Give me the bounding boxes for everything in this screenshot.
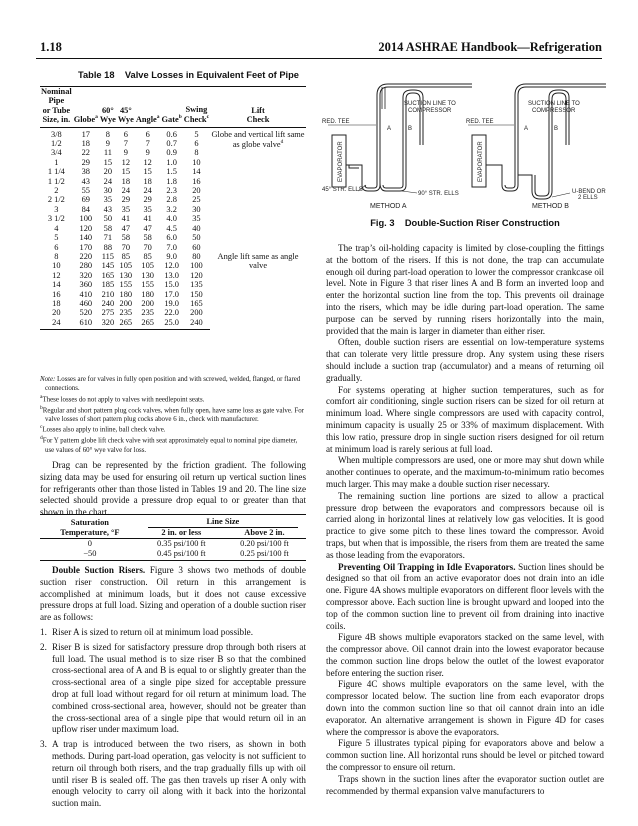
table-cell: 30 — [192, 204, 201, 214]
paragraph-text: Figure 3 shows two methods of double suction riser construction. Oil return in this arrangement is accomplished at minimum loads, but it does not cause excessive pressure drops at full load. Sizing and operation of a double suction riser are as follows: — [40, 565, 306, 623]
table-cell: 105 — [141, 261, 154, 271]
table-cell: 35 — [143, 204, 152, 214]
table-row — [40, 127, 306, 139]
table-row — [40, 549, 306, 561]
header-text: Gate — [161, 115, 179, 125]
table-cell: 460 — [79, 298, 93, 308]
saturation-table — [40, 514, 306, 561]
table-cell: 14 — [192, 167, 201, 177]
label-riser-a: A — [524, 126, 529, 132]
label-suction-line: SUCTION LINE TO — [404, 101, 456, 107]
table-cell: 120 — [190, 270, 203, 280]
cell: 0 — [87, 539, 92, 549]
list-number: 1. — [40, 626, 47, 637]
table-cell: 180 — [119, 289, 133, 299]
note-b — [40, 405, 306, 425]
paragraph: Traps shown in the suction lines after the evaporator suction outlet are recommended by thermal expansion valve manufacturers to — [326, 773, 604, 796]
table-cell: 360 — [79, 280, 93, 290]
lift-check-note-angle — [210, 252, 306, 330]
table-cell: 43 — [103, 204, 113, 214]
paragraph: For systems operating at higher suction temperatures, such as for comfort air conditioning, single suction risers can be sized for oil return at minimum load. Where single compressors are used with capacity control, minimum capacity is usually 25 or 33% of maximum displacement. With this low ratio, pressure drop in single suction risers designed for oil return at minimum load is rarely serious at full load. — [326, 384, 604, 454]
table-cell: 20 — [192, 186, 201, 196]
table-cell: 85 — [121, 251, 131, 261]
riser-steps-list — [40, 627, 306, 810]
table-cell: 220 — [79, 251, 93, 261]
table-cell: 71 — [103, 233, 113, 243]
header-text: Angle — [135, 115, 157, 125]
table-cell: 1 — [54, 157, 59, 167]
table-cell: 14 — [52, 280, 61, 290]
label-compressor: COMPRESSOR — [532, 108, 576, 114]
table-cell: 320 — [79, 270, 93, 280]
table-cell: 105 — [119, 261, 133, 271]
table-cell: 47 — [143, 223, 152, 233]
label-riser-a: A — [387, 126, 392, 132]
table-cell: 29 — [121, 195, 131, 205]
table-cell: 12.0 — [164, 261, 179, 271]
header-text: Size, in. — [42, 115, 71, 125]
cell: 0.45 psi/100 ft — [140, 549, 223, 561]
table-cell: 15 — [143, 167, 152, 177]
leader-90-ells — [402, 191, 417, 193]
table-cell: 265 — [135, 318, 161, 330]
table-cell: 265 — [117, 318, 135, 330]
table-cell: 15 — [103, 157, 113, 167]
table-cell: 1/2 — [51, 139, 62, 149]
table-cell: 4.5 — [166, 223, 177, 233]
header-text: 60° — [101, 105, 114, 115]
label-2-ells: 2 ELLS — [578, 195, 598, 201]
table-cell: 185 — [101, 280, 115, 290]
table-row — [40, 539, 306, 550]
table-cell: 520 — [79, 308, 93, 318]
table-cell: 11 — [103, 148, 112, 158]
section-heading: Double Suction Risers. — [52, 565, 146, 575]
table-cell: 2 — [54, 186, 59, 196]
col-globe — [73, 87, 99, 128]
table-cell: 84 — [81, 204, 90, 214]
table-cell: 40 — [192, 223, 201, 233]
table-cell: 24 — [143, 186, 152, 196]
section-heading: Preventing Oil Trapping in Idle Evaporators. — [338, 561, 516, 572]
table-cell: 6.0 — [166, 233, 177, 243]
table-cell: 210 — [101, 289, 115, 299]
cell: 0.35 psi/100 ft — [157, 539, 206, 549]
table-cell: 15.0 — [164, 280, 179, 290]
figure-3-caption: Fig. 3 Double-Suction Riser Construction — [370, 218, 560, 228]
table-cell: 200 — [119, 298, 133, 308]
paragraph: Often, double suction risers are essential on low-temperature systems that can tolerate very little pressure drop. Any system using these risers should include a suction trap (accumulator) and a means of returning oil gradually. — [326, 337, 604, 383]
note-text: Angle lift same as angle valve — [217, 251, 299, 271]
table-cell: 135 — [190, 280, 203, 290]
table-cell: 320 — [99, 318, 117, 330]
col-gate — [161, 87, 183, 128]
header-text: or Tube — [42, 105, 71, 115]
table-cell: 8 — [194, 148, 199, 158]
table-cell: 29 — [81, 157, 90, 167]
label-red-tee: RED. TEE — [466, 119, 494, 125]
table-cell: 80 — [192, 251, 201, 261]
table-cell: 88 — [103, 242, 113, 252]
list-number: 2. — [40, 641, 47, 652]
table-cell: 5 — [54, 233, 59, 243]
note-text: Losses also apply to inline, ball check valve. — [42, 426, 166, 434]
table-cell: 200 — [141, 298, 154, 308]
col-saturation: Saturation — [40, 515, 140, 529]
label-90-ells: 90° STR. ELLS — [418, 191, 459, 197]
note-a — [40, 394, 306, 405]
note-text: Globe and vertical lift same as globe valve — [211, 129, 305, 149]
table-cell: 410 — [79, 289, 93, 299]
list-item — [40, 627, 306, 639]
table-cell: 18 — [81, 139, 90, 149]
double-suction-risers-section — [40, 565, 306, 813]
table-cell: 9 — [123, 148, 128, 158]
footnote-mark: a — [40, 393, 43, 400]
table-cell: 2 1/2 — [47, 195, 65, 205]
paragraph: Figure 5 illustrates typical piping for evaporators above and below a common suction line. All horizontal runs should be level or pitched toward the compressor to ensure oil return. — [326, 738, 604, 773]
table-cell: 6 — [145, 129, 150, 139]
table-cell: 5 — [194, 129, 199, 139]
col-angle — [135, 87, 161, 128]
table-cell: 7 — [145, 139, 150, 149]
table-cell: 58 — [121, 233, 131, 243]
table-cell: 17.0 — [164, 289, 179, 299]
list-item — [40, 642, 306, 736]
note-text: For Y pattern globe lift check valve with seat approximately equal to nominal pipe diameter, use values of 60° wye valve for loss. — [42, 437, 298, 454]
table-cell: 240 — [101, 298, 115, 308]
footnote-mark: b — [178, 114, 182, 121]
col-above-2in: Above 2 in. — [223, 528, 306, 539]
table-cell: 13.0 — [164, 270, 179, 280]
note-text: Regular and short pattern plug cock valves, when fully open, have same loss as gate valve. For valve losses of short pattern plug cocks above 6 in., check with manufacturer. — [42, 406, 304, 423]
table-cell: 3 1/2 — [47, 214, 65, 224]
paragraph: Drag can be represented by the friction gradient. The following sizing data may be used for ensuring oil return up vertical suction lines for refrigerants other than those listed in Tables 19 and 20. The line size selected should provide a pressure drop equal to or greater than that shown in the chart. — [40, 460, 306, 518]
label-suction-line: SUCTION LINE TO — [528, 101, 580, 107]
paragraph-text: Suction lines should be designed so that oil from an active evaporator does not drain into an idle one. Figure 4A shows multiple evaporators on different floor levels with the compressor above. Each suction line is brought upward and looped into the top of the common suction line to prevent oil from draining into inactive coils. — [326, 561, 604, 631]
table-cell: 43 — [81, 176, 90, 186]
table-cell: 3/4 — [51, 148, 62, 158]
label-45-ells: 45° STR. ELLS — [322, 187, 363, 193]
header-text: Check — [246, 115, 270, 125]
label-u-bend: U-BEND OR — [572, 189, 606, 195]
note-d — [40, 435, 306, 455]
paragraph: The remaining suction line portions are sized to allow a practical pressure drop between the evaporators and compressors because oil is carried along in horizontal lines at relatively low gas velocities. It is good practice to give some pitch to these lines toward the compressor. Avoid traps, but when that is impossible, the risers from them are treated the same as those leading from the evaporators. — [326, 490, 604, 560]
table-cell: 25 — [192, 195, 201, 205]
table-cell: 22 — [81, 148, 90, 158]
list-number: 3. — [40, 739, 47, 750]
footnote-mark: a — [156, 114, 160, 121]
riser-a-upper — [382, 87, 385, 109]
table-cell: 50 — [192, 233, 201, 243]
label-method-a: METHOD A — [370, 203, 407, 210]
header-rule — [36, 58, 602, 59]
group-label: Line Size — [148, 517, 297, 528]
table-cell: 18 — [143, 176, 152, 186]
label-evaporator: EVAPORATOR — [338, 141, 344, 182]
table-cell: 140 — [79, 233, 93, 243]
table-18-caption: Table 18 Valve Losses in Equivalent Feet of Pipe — [78, 70, 299, 80]
table-cell: 18 — [52, 298, 61, 308]
col-temperature: Temperature, °F — [40, 528, 140, 539]
table-cell: 4 — [54, 223, 59, 233]
col-2in-or-less: 2 in. or less — [140, 528, 223, 539]
paragraph: Figure 4B shows multiple evaporators stacked on the same level, with the compressor above. Oil cannot drain into the lowest evaporator because the common suction line drops below the outlet of the lowest evaporator before entering the suction riser. — [326, 632, 604, 678]
table-cell: 1 1/4 — [47, 167, 65, 177]
table-cell: 280 — [79, 261, 93, 271]
table-cell: 38 — [81, 167, 90, 177]
footnote-mark: a — [95, 114, 98, 121]
table-cell: 41 — [121, 214, 131, 224]
table-cell: 8 — [105, 129, 110, 139]
table-cell: 1.0 — [166, 157, 177, 167]
header-text: Wye — [99, 115, 116, 125]
table-cell: 170 — [79, 242, 93, 252]
table-cell: 165 — [190, 298, 203, 308]
table-cell: 9 — [105, 139, 110, 149]
table-cell: 12 — [143, 157, 152, 167]
table-cell: 4.0 — [166, 214, 177, 224]
footnote-mark: d — [280, 139, 284, 146]
table-cell: 150 — [190, 289, 203, 299]
table-cell: 0.7 — [166, 139, 177, 149]
table-cell: 17 — [81, 129, 90, 139]
table-cell: 0.9 — [166, 148, 177, 158]
col-45-wye — [117, 87, 135, 128]
table-cell: 58 — [103, 223, 113, 233]
table-cell: 47 — [121, 223, 131, 233]
table-cell: 25.0 — [161, 318, 183, 330]
table-cell: 16 — [192, 176, 201, 186]
header-text: Nominal — [41, 87, 72, 96]
table-cell: 130 — [141, 270, 154, 280]
label-riser-b: B — [554, 126, 559, 132]
table-cell: 35 — [121, 204, 131, 214]
riser-a-inner — [365, 84, 472, 188]
lift-check-note-globe — [210, 127, 306, 252]
note-c — [40, 424, 306, 435]
header-text: Lift — [251, 105, 265, 115]
footnote-mark: c — [206, 114, 210, 121]
table-cell: 60 — [192, 242, 201, 252]
table-cell: 24 — [121, 186, 131, 196]
header-text: Swing — [185, 105, 208, 115]
list-text: Riser A is sized to return oil at minimum load possible. — [52, 626, 253, 637]
paragraph — [326, 562, 604, 633]
table-cell: 55 — [81, 186, 90, 196]
table-cell: 7.0 — [166, 242, 177, 252]
col-group-line-size — [140, 515, 306, 529]
table-cell: 50 — [103, 214, 113, 224]
label-riser-b: B — [408, 126, 413, 132]
table-cell: 1 1/2 — [47, 176, 65, 186]
table-cell: 12 — [52, 270, 61, 280]
table-cell: 3.2 — [166, 204, 177, 214]
header-text: Globe — [73, 115, 96, 125]
col-nominal-size — [40, 87, 73, 128]
left-intro-text — [40, 460, 306, 519]
header-text: 45° — [119, 105, 132, 115]
col-swing-check — [183, 87, 210, 128]
cell: 0.20 psi/100 ft — [240, 539, 289, 549]
table-cell: 1.8 — [166, 176, 177, 186]
table-cell: 15 — [121, 167, 131, 177]
paragraph: When multiple compressors are used, one or more may shut down while another continues to operate, and the maximum-to-minimum ratio becomes much larger. This may make a double suction riser necessary. — [326, 455, 604, 489]
table-cell: 58 — [143, 233, 152, 243]
table-cell: 7 — [123, 139, 128, 149]
right-column-text — [326, 243, 604, 797]
table-cell: 6 — [54, 242, 59, 252]
table-18-valve-losses — [40, 86, 306, 330]
table-cell: 35 — [192, 214, 201, 224]
table-cell: 6 — [123, 129, 128, 139]
table-cell: 610 — [73, 318, 99, 330]
table-cell: 9.0 — [166, 251, 177, 261]
list-text: A trap is introduced between the two risers, as shown in both methods. During part-load operation, gas velocity is not sufficient to return oil through both risers, and the trap gradually fills up with oil until riser B is sealed off. The gas then travels up riser A only with enough velocity to carry oil along with it back into the horizontal suction main. — [52, 739, 306, 809]
table-cell: 100 — [79, 214, 93, 224]
table-cell: 12 — [121, 157, 131, 167]
table-cell: 24 — [103, 176, 113, 186]
table-cell: 18 — [121, 176, 131, 186]
table-cell: 70 — [143, 242, 152, 252]
table-cell: 6 — [194, 139, 199, 149]
page-number: 1.18 — [40, 40, 62, 54]
leader-u-bend — [552, 193, 570, 197]
table-cell: 1.5 — [166, 167, 177, 177]
label-compressor: COMPRESSOR — [408, 108, 452, 114]
header-text: Check — [183, 115, 207, 125]
list-item — [40, 739, 306, 810]
table-cell: 130 — [119, 270, 133, 280]
table-cell: 155 — [119, 280, 133, 290]
running-title: 2014 ASHRAE Handbook—Refrigeration — [378, 40, 602, 54]
table-cell: 19.0 — [164, 298, 179, 308]
cell: 0.25 psi/100 ft — [223, 549, 306, 561]
table-cell: 155 — [141, 280, 154, 290]
table-cell: 3 — [54, 204, 59, 214]
header-text: Pipe — [48, 96, 65, 106]
table-cell: 16 — [52, 289, 61, 299]
table-cell: 0.6 — [166, 129, 177, 139]
table-cell: 20 — [52, 308, 61, 318]
figure-3-diagram — [322, 75, 608, 213]
label-evaporator: EVAPORATOR — [478, 141, 484, 182]
paragraph: Figure 4C shows multiple evaporators on the same level, with the compressor located below. The suction line from each evaporator drops down into the common suction line so that oil cannot drain into an idle evaporator. An alternative arrangement is shown in Figure 4D for cases where the compressor is above the evaporators. — [326, 679, 604, 737]
table-cell: 235 — [141, 308, 154, 318]
table-18-notes — [40, 376, 306, 455]
note-text: Losses are for valves in fully open position and with screwed, welded, flanged, or flared connections. — [45, 376, 301, 392]
table-cell: 10 — [192, 157, 201, 167]
table-cell: 275 — [101, 308, 115, 318]
list-text: Riser B is sized for satisfactory pressure drop through both risers at full load. The usual method is to size riser B so that the combined cross-sectional area of A and B is equal to or slightly greater than the cross-sectional area of a single pipe sized for acceptable pressure drop at full load without regard for oil return at minimum load. The combined cross-sectional area, however, should not be greater than the cross-sectional area of a single pipe that would return oil in an upflow riser under maximum load. — [52, 641, 306, 735]
paragraph: The trap’s oil-holding capacity is limited by close-coupling the fittings at the bottom of the risers. If this is not done, the trap can accumulate enough oil during part-load operation to lower the compressor crankcase oil level. Note in Figure 3 that riser lines A and B form an inverted loop and enter the horizontal suction line from the top. This prevents oil drainage into the risers, which may be idle during part-load operation. The same purpose can be served by running risers horizontally into the main, provided that the main is larger in diameter than either riser. — [326, 243, 604, 336]
table-cell: 69 — [81, 195, 90, 205]
table-cell: 41 — [143, 214, 152, 224]
note-label: Note: — [40, 376, 56, 383]
footnote-mark: c — [40, 424, 43, 431]
table-cell: 115 — [101, 251, 114, 261]
table-cell: 8 — [54, 251, 59, 261]
table-cell: 22.0 — [164, 308, 179, 318]
table-cell: 3/8 — [51, 129, 62, 139]
table-cell: 29 — [143, 195, 152, 205]
table-cell: 100 — [190, 261, 203, 271]
table-row — [40, 252, 306, 261]
table-cell: 70 — [121, 242, 131, 252]
table-cell: 180 — [141, 289, 154, 299]
table-cell: 120 — [79, 223, 93, 233]
label-red-tee: RED. TEE — [322, 119, 350, 125]
table-cell: 2.3 — [166, 186, 177, 196]
table-cell: 24 — [40, 318, 73, 330]
table-cell: 10 — [52, 261, 61, 271]
table-cell: 2.8 — [166, 195, 177, 205]
table-cell: 200 — [190, 308, 203, 318]
footnote-mark: d — [40, 435, 43, 442]
note-text: These losses do not apply to valves with needlepoint seats. — [42, 395, 205, 403]
table-cell: 9 — [145, 148, 150, 158]
col-lift-check — [210, 87, 306, 128]
table-cell: 30 — [103, 186, 113, 196]
paragraph — [40, 565, 306, 624]
header-text: Wye — [117, 115, 134, 125]
table-cell: 145 — [101, 261, 115, 271]
table-cell: 20 — [103, 167, 113, 177]
note-main — [40, 376, 306, 394]
col-60-wye — [99, 87, 117, 128]
table-cell: 240 — [183, 318, 210, 330]
table-cell: 165 — [101, 270, 115, 280]
label-method-b: METHOD B — [532, 203, 569, 210]
footnote-mark: b — [40, 404, 43, 411]
table-cell: 85 — [143, 251, 152, 261]
table-cell: 235 — [119, 308, 133, 318]
riser-a-inner — [505, 84, 606, 188]
table-cell: 35 — [103, 195, 113, 205]
cell: −50 — [40, 549, 140, 561]
